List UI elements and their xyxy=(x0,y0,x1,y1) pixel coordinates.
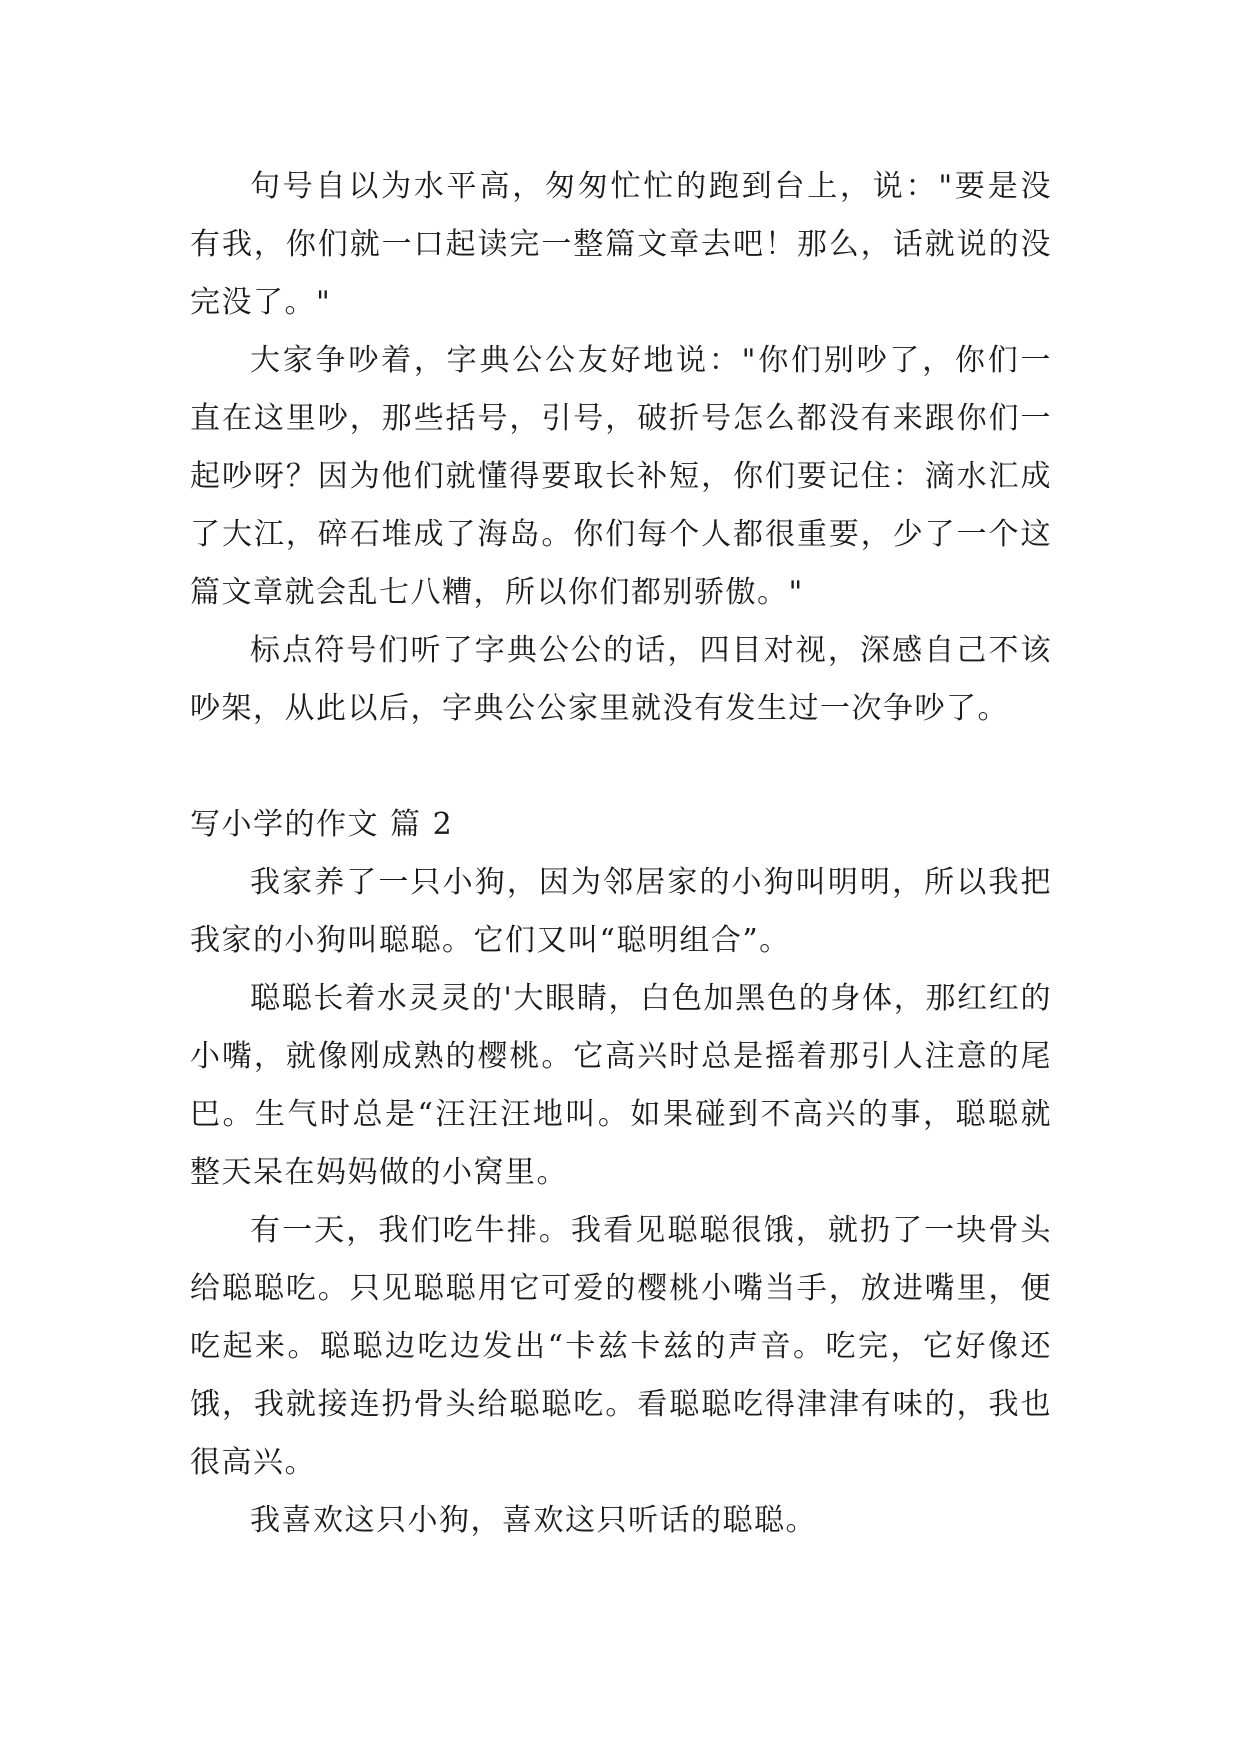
paragraph: 标点符号们听了字典公公的话，四目对视，深感自己不该吵架，从此以后，字典公公家里就没有发生过一次争吵了。 xyxy=(190,633,1052,726)
paragraph: 聪聪长着水灵灵的'大眼睛，白色加黑色的身体，那红红的小嘴，就像刚成熟的樱桃。它高兴时总是摇着那引人注意的尾巴。生气时总是“汪汪汪地叫。如果碰到不高兴的事，聪聪就整天呆在妈妈做的小窝里。 xyxy=(190,981,1052,1190)
paragraph: 句号自以为水平高，匆匆忙忙的跑到台上，说："要是没有我，你们就一口起读完一整篇文章去吧！那么，话就说的没完没了。" xyxy=(190,169,1052,320)
paragraph: 我家养了一只小狗，因为邻居家的小狗叫明明，所以我把我家的小狗叫聪聪。它们又叫“聪明组合”。 xyxy=(190,865,1052,958)
section-gap xyxy=(190,738,1052,796)
paragraph: 大家争吵着，字典公公友好地说："你们别吵了，你们一直在这里吵，那些括号，引号，破折号怎么都没有来跟你们一起吵呀？因为他们就懂得要取长补短，你们要记住：滴水汇成了大江，碎石堆成了海岛。你们每个人都很重要，少了一个这篇文章就会乱七八糟，所以你们都别骄傲。" xyxy=(190,343,1052,610)
document-body xyxy=(190,158,1052,1550)
paragraph: 有一天，我们吃牛排。我看见聪聪很饿，就扔了一块骨头给聪聪吃。只见聪聪用它可爱的樱桃小嘴当手，放进嘴里，便吃起来。聪聪边吃边发出“卡兹卡兹的声音。吃完，它好像还饿，我就接连扔骨头给聪聪吃。看聪聪吃得津津有味的，我也很高兴。 xyxy=(190,1213,1052,1480)
paragraph: 我喜欢这只小狗，喜欢这只听话的聪聪。 xyxy=(250,1503,817,1538)
section-heading: 写小学的作文 篇 2 xyxy=(190,807,454,842)
